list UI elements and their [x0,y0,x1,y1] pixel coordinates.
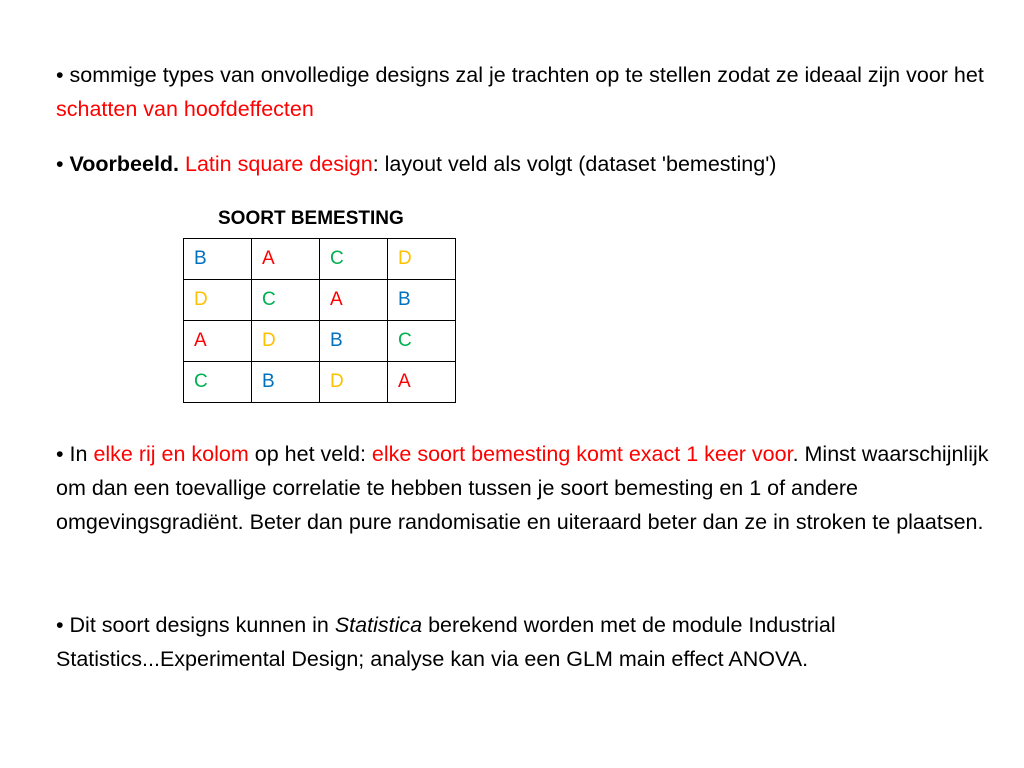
grid-cell: C [388,321,456,362]
bullet-marker: • [56,613,64,637]
bullet-statistica [56,608,1016,676]
grid-cell: C [252,280,320,321]
highlight-text: elke rij en kolom [93,442,249,466]
grid-cell: A [184,321,252,362]
grid-row [184,321,456,362]
latin-square-grid [183,238,456,403]
bullet-onvolledige-designs [56,58,1016,126]
bullet-marker: • [56,152,64,176]
bullet-voorbeeld [56,147,1016,181]
bold-label: Voorbeeld. [69,152,180,176]
grid-cell: B [320,321,388,362]
bullet-text: : layout veld als volgt (dataset 'bemesting') [372,152,777,176]
grid-cell: D [184,280,252,321]
grid-cell: B [388,280,456,321]
grid-row [184,280,456,321]
grid-cell: A [388,362,456,403]
grid-row [184,362,456,403]
bullet-text: In [69,442,88,466]
bullet-text: Dit soort designs kunnen in [69,613,329,637]
bullet-text: berekend worden met de module Industrial Statistics...Experimental Design; analyse kan via een GLM main effect ANOVA. [56,613,836,671]
bullet-text: . Minst waarschijnlijk om dan een toevallige correlatie te hebben tussen je soort bemesting en 1 of andere omgevingsgradiënt. Beter dan pure randomisatie en uiteraard beter dan ze in stroken te plaatsen. [56,442,989,534]
grid-cell: C [184,362,252,403]
grid-cell: D [320,362,388,403]
grid-cell: C [320,239,388,280]
highlight-text: elke soort bemesting komt exact 1 keer voor [371,442,793,466]
bullet-text: op het veld: [254,442,366,466]
grid-cell: A [252,239,320,280]
italic-text: Statistica [334,613,423,637]
grid-row [184,239,456,280]
bullet-text: sommige types van onvolledige designs zal je trachten op te stellen zodat ze ideaal zijn voor het [69,63,984,87]
grid-cell: A [320,280,388,321]
grid-title: SOORT BEMESTING [218,208,404,229]
highlight-text: schatten van hoofdeffecten [56,97,314,121]
grid-cell: B [252,362,320,403]
grid-cell: B [184,239,252,280]
bullet-marker: • [56,442,64,466]
bullet-elke-rij-kolom [56,437,1016,539]
bullet-marker: • [56,63,64,87]
highlight-text: Latin square design [185,152,373,176]
grid-cell: D [388,239,456,280]
grid-cell: D [252,321,320,362]
